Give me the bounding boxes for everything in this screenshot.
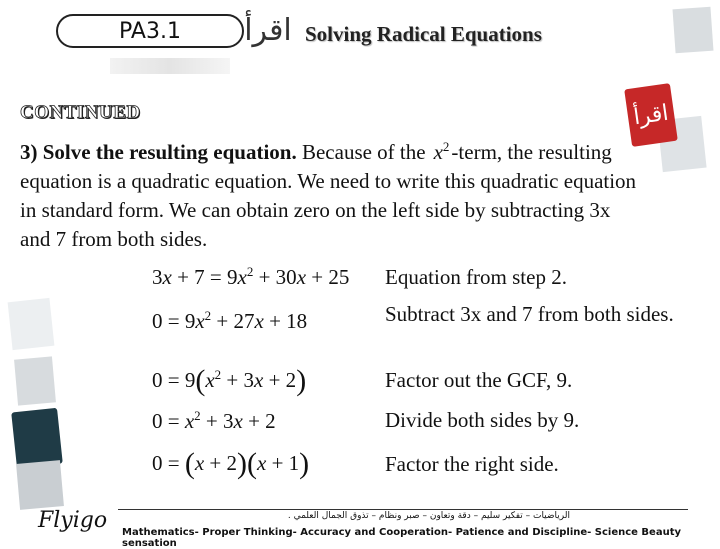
signature: Flyigo (38, 508, 108, 533)
step-lead: 3) Solve the resulting equation. (20, 140, 297, 164)
equation-step-4: $0 = x^2 + 3x + 2$ (152, 408, 276, 433)
decorative-tile (8, 298, 55, 350)
faint-subtitle-strip (110, 58, 230, 74)
equation-step-2: $0 = 9x^2 + 27x + 18$ (152, 308, 308, 333)
footer-english-text: Mathematics- Proper Thinking- Accuracy and Cooperation- Patience and Discipline- Science Beauty sensation (122, 527, 682, 549)
equation-step-3: $0 = 9(x^2 + 3x + 2)$ (152, 364, 307, 397)
equation-step-1: $3x + 7 = 9x^2 + 30x + 25$ (152, 264, 350, 289)
decorative-tile (14, 356, 56, 405)
step-note-4: Divide both sides by 9. (385, 408, 580, 432)
continued-label: CONTINUED (20, 102, 141, 123)
footer-arabic-text: الرياضيات – تفكير سليم – دقة وتعاون – صبر ونظام – تذوق الجمال العلمي . (287, 511, 570, 521)
step-note-2: Subtract 3x and 7 from both sides. (385, 302, 674, 326)
x-squared-term: $x^2$ (433, 139, 450, 164)
lesson-badge-label: PA3.1 (119, 18, 181, 44)
logo-icon-red: اقرأ (631, 100, 671, 130)
intro-paragraph (20, 132, 640, 254)
slide-title: Solving Radical Equations (305, 22, 542, 46)
equation-step-5: 0 = (x + 2)(x + 1) (152, 447, 310, 480)
intro-part2: -term, the resulting equation is a quadratic equation. We need to write this quadratic equation in standard form. We can obtain zero on the left side by subtracting 3x and 7 from both sides. (20, 140, 637, 251)
lesson-badge (56, 14, 244, 48)
step-note-5: Factor the right side. (385, 452, 559, 476)
decorative-tile (673, 7, 714, 54)
decorative-tile (16, 460, 64, 510)
decorative-tile-dark (11, 408, 63, 469)
intro-part1: Because of the (296, 140, 426, 164)
footer-divider (118, 509, 688, 510)
calligraphy-logo-icon: اقرأ (244, 12, 292, 48)
step-note-1: Equation from step 2. (385, 265, 567, 289)
step-note-3: Factor out the GCF, 9. (385, 368, 573, 392)
